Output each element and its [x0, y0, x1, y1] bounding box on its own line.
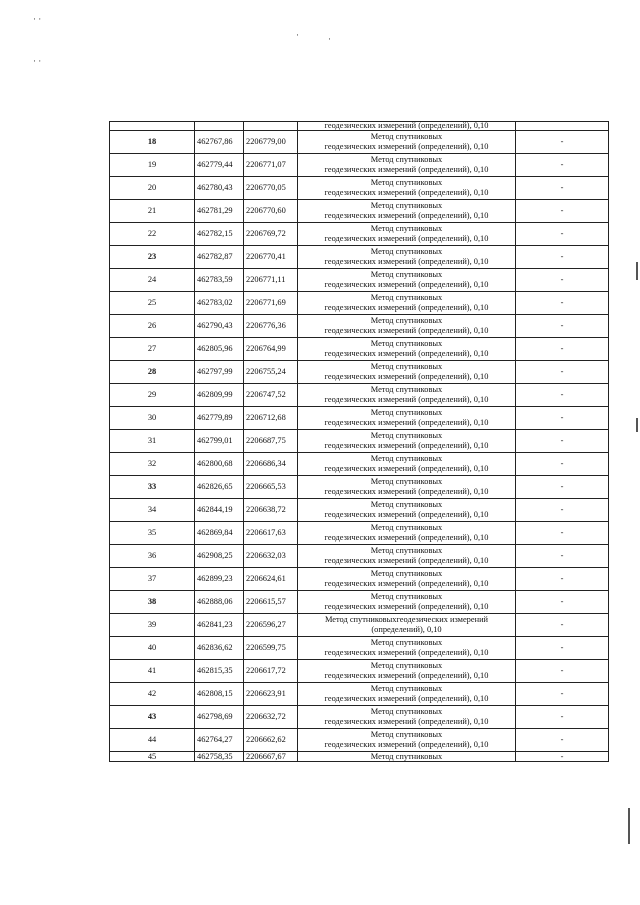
method-line-1: Метод спутниковых — [370, 292, 443, 302]
coordinates-table — [109, 121, 609, 762]
method-cell — [298, 522, 516, 545]
y-coordinate-cell: 2206687,75 — [244, 430, 298, 453]
table-row — [110, 200, 609, 223]
table-row — [110, 683, 609, 706]
y-coordinate-cell: 2206638,72 — [244, 499, 298, 522]
note-cell: - — [516, 752, 609, 762]
note-cell: - — [516, 614, 609, 637]
method-line-2: геодезических измерений (определений), 0,10 — [324, 326, 489, 335]
point-number-cell: 42 — [110, 683, 195, 706]
point-number-cell — [110, 122, 195, 131]
y-coordinate-cell: 2206632,72 — [244, 706, 298, 729]
point-number-cell: 37 — [110, 568, 195, 591]
method-cell — [298, 292, 516, 315]
y-coordinate-cell: 2206771,07 — [244, 154, 298, 177]
y-coordinate-cell: 2206623,91 — [244, 683, 298, 706]
x-coordinate-cell: 462869,84 — [195, 522, 244, 545]
method-line-1: Метод спутниковых — [370, 338, 443, 348]
point-number-cell: 40 — [110, 637, 195, 660]
point-number-cell: 25 — [110, 292, 195, 315]
method-line-2: геодезических измерений (определений), 0,10 — [324, 234, 489, 243]
method-line-2: геодезических измерений (определений), 0,10 — [324, 349, 489, 358]
note-cell: - — [516, 384, 609, 407]
method-line-1: Метод спутниковых — [370, 729, 443, 739]
x-coordinate-cell: 462758,35 — [195, 752, 244, 762]
point-number-cell: 19 — [110, 154, 195, 177]
point-number-cell: 30 — [110, 407, 195, 430]
note-cell: - — [516, 154, 609, 177]
scan-speck: · — [328, 34, 331, 44]
table-row — [110, 453, 609, 476]
y-coordinate-cell: 2206662,62 — [244, 729, 298, 752]
method-line-1: Метод спутниковых — [370, 476, 443, 486]
point-number-cell: 39 — [110, 614, 195, 637]
method-line-1: Метод спутниковых — [370, 131, 443, 141]
method-line-2: геодезических измерений (определений), 0,10 — [324, 671, 489, 680]
scan-speck: · · — [33, 56, 42, 66]
note-cell — [516, 122, 609, 131]
method-line-1: Метод спутниковых — [370, 384, 443, 394]
method-line-1: Метод спутниковых — [370, 568, 443, 578]
y-coordinate-cell — [244, 122, 298, 131]
y-coordinate-cell: 2206596,27 — [244, 614, 298, 637]
method-line-1: Метод спутниковых — [370, 683, 443, 693]
point-number-cell: 27 — [110, 338, 195, 361]
method-line-1: Метод спутниковых — [370, 177, 443, 187]
y-coordinate-cell: 2206776,36 — [244, 315, 298, 338]
y-coordinate-cell: 2206770,60 — [244, 200, 298, 223]
x-coordinate-cell: 462783,59 — [195, 269, 244, 292]
method-line-1: Метод спутниковых — [370, 154, 443, 164]
method-line-1: Метод спутниковых — [370, 315, 443, 325]
method-line-2: геодезических измерений (определений), 0,10 — [324, 740, 489, 749]
method-cell — [298, 430, 516, 453]
method-cell — [298, 453, 516, 476]
method-line-1: Метод спутниковых — [370, 591, 443, 601]
x-coordinate-cell: 462779,89 — [195, 407, 244, 430]
method-line-1: Метод спутниковыхгеодезических измерений — [324, 614, 489, 624]
point-number-cell: 38 — [110, 591, 195, 614]
table-row — [110, 223, 609, 246]
method-line-1: Метод спутниковых — [370, 361, 443, 371]
point-number-cell: 29 — [110, 384, 195, 407]
x-coordinate-cell: 462809,99 — [195, 384, 244, 407]
method-line-1: Метод спутниковых — [370, 660, 443, 670]
method-cell — [298, 200, 516, 223]
method-line-1: Метод спутниковых — [370, 430, 443, 440]
x-coordinate-cell: 462908,25 — [195, 545, 244, 568]
method-line-2: геодезических измерений (определений), 0,10 — [324, 418, 489, 427]
point-number-cell: 32 — [110, 453, 195, 476]
method-line-1: Метод спутниковых — [370, 223, 443, 233]
y-coordinate-cell: 2206769,72 — [244, 223, 298, 246]
y-coordinate-cell: 2206770,05 — [244, 177, 298, 200]
x-coordinate-cell: 462783,02 — [195, 292, 244, 315]
note-cell: - — [516, 453, 609, 476]
table-row — [110, 292, 609, 315]
note-cell: - — [516, 499, 609, 522]
table-row — [110, 660, 609, 683]
note-cell: - — [516, 200, 609, 223]
method-line-1: Метод спутниковых — [370, 453, 443, 463]
method-line-1: Метод спутниковых — [370, 522, 443, 532]
method-cell — [298, 338, 516, 361]
table-row — [110, 177, 609, 200]
scan-edge-mark — [636, 262, 638, 280]
x-coordinate-cell: 462808,15 — [195, 683, 244, 706]
method-line-2: геодезических измерений (определений), 0,10 — [324, 487, 489, 496]
point-number-cell: 22 — [110, 223, 195, 246]
table-row — [110, 361, 609, 384]
y-coordinate-cell: 2206771,11 — [244, 269, 298, 292]
method-cell — [298, 591, 516, 614]
method-line-2: геодезических измерений (определений), 0,10 — [324, 464, 489, 473]
note-cell: - — [516, 292, 609, 315]
y-coordinate-cell: 2206747,52 — [244, 384, 298, 407]
method-line-2: геодезических измерений (определений), 0,10 — [324, 372, 489, 381]
note-cell: - — [516, 591, 609, 614]
x-coordinate-cell: 462782,87 — [195, 246, 244, 269]
table-row — [110, 568, 609, 591]
table-row — [110, 476, 609, 499]
method-line-2: геодезических измерений (определений), 0,10 — [324, 579, 489, 588]
note-cell: - — [516, 177, 609, 200]
method-line-2: геодезических измерений (определений), 0,10 — [324, 303, 489, 312]
point-number-cell: 28 — [110, 361, 195, 384]
method-line-1: Метод спутниковых — [370, 637, 443, 647]
method-cell — [298, 614, 516, 637]
method-cell — [298, 499, 516, 522]
y-coordinate-cell: 2206779,00 — [244, 131, 298, 154]
method-cell — [298, 729, 516, 752]
method-line-2: геодезических измерений (определений), 0,10 — [324, 188, 489, 197]
note-cell: - — [516, 246, 609, 269]
point-number-cell: 35 — [110, 522, 195, 545]
method-line-2: геодезических измерений (определений), 0,10 — [324, 556, 489, 565]
x-coordinate-cell: 462782,15 — [195, 223, 244, 246]
point-number-cell: 33 — [110, 476, 195, 499]
x-coordinate-cell: 462799,01 — [195, 430, 244, 453]
x-coordinate-cell: 462779,44 — [195, 154, 244, 177]
table-row — [110, 154, 609, 177]
note-cell: - — [516, 476, 609, 499]
method-cell — [298, 545, 516, 568]
scan-speck: · · — [33, 14, 42, 24]
x-coordinate-cell: 462790,43 — [195, 315, 244, 338]
point-number-cell: 31 — [110, 430, 195, 453]
point-number-cell: 21 — [110, 200, 195, 223]
method-cell — [298, 476, 516, 499]
table-row — [110, 545, 609, 568]
method-line-2: геодезических измерений (определений), 0,10 — [324, 602, 489, 611]
point-number-cell: 44 — [110, 729, 195, 752]
y-coordinate-cell: 2206712,68 — [244, 407, 298, 430]
table-row — [110, 131, 609, 154]
note-cell: - — [516, 269, 609, 292]
x-coordinate-cell: 462888,06 — [195, 591, 244, 614]
x-coordinate-cell: 462780,43 — [195, 177, 244, 200]
method-line-2: геодезических измерений (определений), 0,10 — [324, 395, 489, 404]
x-coordinate-cell: 462841,23 — [195, 614, 244, 637]
method-cell — [298, 706, 516, 729]
method-line-1: Метод спутниковых — [370, 706, 443, 716]
method-line-2: геодезических измерений (определений), 0,10 — [324, 280, 489, 289]
x-coordinate-cell: 462815,35 — [195, 660, 244, 683]
x-coordinate-cell: 462800,68 — [195, 453, 244, 476]
y-coordinate-cell: 2206665,53 — [244, 476, 298, 499]
y-coordinate-cell: 2206770,41 — [244, 246, 298, 269]
y-coordinate-cell: 2206624,61 — [244, 568, 298, 591]
note-cell: - — [516, 706, 609, 729]
scan-edge-mark — [636, 418, 638, 432]
x-coordinate-cell: 462899,23 — [195, 568, 244, 591]
table-row — [110, 729, 609, 752]
note-cell: - — [516, 568, 609, 591]
point-number-cell: 43 — [110, 706, 195, 729]
method-line-2: геодезических измерений (определений), 0,10 — [324, 211, 489, 220]
scan-speck: · — [296, 30, 299, 40]
point-number-cell: 18 — [110, 131, 195, 154]
x-coordinate-cell: 462764,27 — [195, 729, 244, 752]
method-cell — [298, 315, 516, 338]
method-cell — [298, 407, 516, 430]
note-cell: - — [516, 407, 609, 430]
method-cell — [298, 154, 516, 177]
x-coordinate-cell: 462826,65 — [195, 476, 244, 499]
point-number-cell: 36 — [110, 545, 195, 568]
table-row — [110, 522, 609, 545]
y-coordinate-cell: 2206617,72 — [244, 660, 298, 683]
x-coordinate-cell: 462797,99 — [195, 361, 244, 384]
method-cell — [298, 660, 516, 683]
method-cell — [298, 246, 516, 269]
table-row — [110, 315, 609, 338]
method-line-1: Метод спутниковых — [370, 407, 443, 417]
table-row — [110, 614, 609, 637]
y-coordinate-cell: 2206755,24 — [244, 361, 298, 384]
point-number-cell: 45 — [110, 752, 195, 762]
point-number-cell: 23 — [110, 246, 195, 269]
table-row-continued — [110, 122, 609, 131]
method-line-1: Метод спутниковых — [370, 269, 443, 279]
method-cell: Метод спутниковых — [298, 752, 516, 762]
scan-edge-mark — [628, 808, 630, 844]
y-coordinate-cell: 2206686,34 — [244, 453, 298, 476]
note-cell: - — [516, 315, 609, 338]
method-line-2: геодезических измерений (определений), 0,10 — [324, 694, 489, 703]
table-row — [110, 499, 609, 522]
table-row — [110, 407, 609, 430]
table-row — [110, 338, 609, 361]
coordinates-table-body — [110, 122, 609, 762]
method-line-1: Метод спутниковых — [370, 499, 443, 509]
point-number-cell: 24 — [110, 269, 195, 292]
method-cell — [298, 568, 516, 591]
x-coordinate-cell: 462798,69 — [195, 706, 244, 729]
y-coordinate-cell: 2206617,63 — [244, 522, 298, 545]
x-coordinate-cell: 462836,62 — [195, 637, 244, 660]
table-row — [110, 706, 609, 729]
method-line-2: геодезических измерений (определений), 0,10 — [324, 533, 489, 542]
x-coordinate-cell: 462805,96 — [195, 338, 244, 361]
y-coordinate-cell: 2206632,03 — [244, 545, 298, 568]
note-cell: - — [516, 430, 609, 453]
table-row-last — [110, 752, 609, 762]
x-coordinate-cell: 462844,19 — [195, 499, 244, 522]
table-row — [110, 430, 609, 453]
method-cell — [298, 361, 516, 384]
note-cell: - — [516, 223, 609, 246]
table-row — [110, 269, 609, 292]
method-cell — [298, 683, 516, 706]
method-line-2: геодезических измерений (определений), 0,10 — [324, 510, 489, 519]
y-coordinate-cell: 2206599,75 — [244, 637, 298, 660]
method-line-2: геодезических измерений (определений), 0,10 — [324, 648, 489, 657]
method-cell — [298, 269, 516, 292]
note-cell: - — [516, 660, 609, 683]
note-cell: - — [516, 522, 609, 545]
point-number-cell: 26 — [110, 315, 195, 338]
x-coordinate-cell: 462767,86 — [195, 131, 244, 154]
note-cell: - — [516, 131, 609, 154]
note-cell: - — [516, 729, 609, 752]
point-number-cell: 20 — [110, 177, 195, 200]
y-coordinate-cell: 2206615,57 — [244, 591, 298, 614]
method-line-2: геодезических измерений (определений), 0,10 — [324, 257, 489, 266]
x-coordinate-cell — [195, 122, 244, 131]
method-line-2: геодезических измерений (определений), 0,10 — [324, 717, 489, 726]
method-cell — [298, 223, 516, 246]
method-line-2: геодезических измерений (определений), 0,10 — [324, 142, 489, 151]
x-coordinate-cell: 462781,29 — [195, 200, 244, 223]
method-line-2: геодезических измерений (определений), 0,10 — [324, 441, 489, 450]
method-line-2: (определений), 0,10 — [371, 625, 442, 634]
note-cell: - — [516, 683, 609, 706]
method-cell — [298, 131, 516, 154]
table-row — [110, 637, 609, 660]
y-coordinate-cell: 2206764,99 — [244, 338, 298, 361]
point-number-cell: 41 — [110, 660, 195, 683]
note-cell: - — [516, 637, 609, 660]
note-cell: - — [516, 338, 609, 361]
point-number-cell: 34 — [110, 499, 195, 522]
table-row — [110, 384, 609, 407]
method-line-2: геодезических измерений (определений), 0,10 — [324, 165, 489, 174]
method-cell: геодезических измерений (определений), 0,10 — [298, 122, 516, 131]
table-row — [110, 591, 609, 614]
table-row — [110, 246, 609, 269]
y-coordinate-cell: 2206667,67 — [244, 752, 298, 762]
method-cell — [298, 177, 516, 200]
method-line-1: Метод спутниковых — [370, 246, 443, 256]
method-line-1: Метод спутниковых — [370, 200, 443, 210]
note-cell: - — [516, 545, 609, 568]
note-cell: - — [516, 361, 609, 384]
method-cell — [298, 384, 516, 407]
y-coordinate-cell: 2206771,69 — [244, 292, 298, 315]
method-cell — [298, 637, 516, 660]
method-line-1: Метод спутниковых — [370, 545, 443, 555]
